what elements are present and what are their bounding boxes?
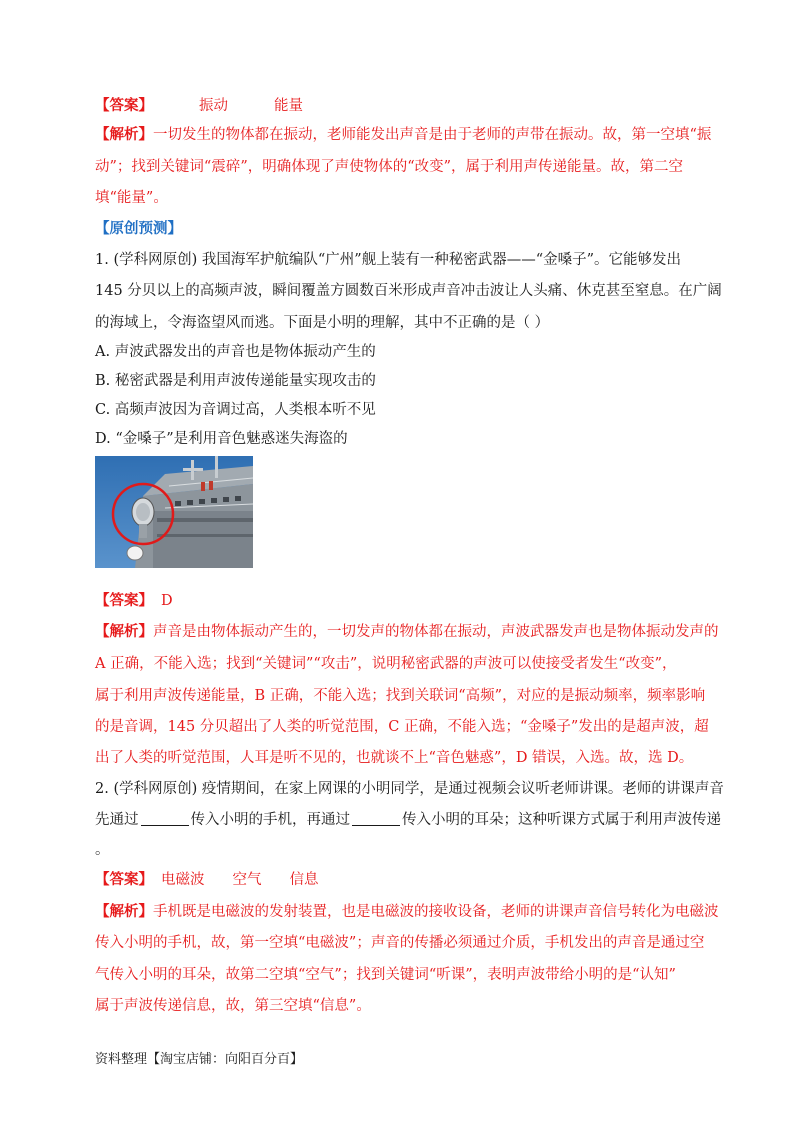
option-b: B. 秘密武器是利用声波传递能量实现攻击的 [95, 373, 376, 389]
analysis-line: 属于利用声波传递能量，B 正确，不能入选；找到关联词“高频”，对应的是振动频率，频率影响 [95, 688, 706, 704]
warship-illustration [95, 456, 253, 568]
question-line: 1. (学科网原创) 我国海军护航编队“广州”舰上装有一种秘密武器——“金嗓子”。它能够发出 [95, 252, 682, 268]
analysis-line: 属于声波传递信息，故，第三空填“信息”。 [95, 998, 371, 1014]
answer-line-1 [95, 96, 303, 116]
analysis-line: 出了人类的听觉范围，人耳是听不见的，也就谈不上“音色魅惑”，D 错误，入选。故，选 D。 [95, 750, 694, 766]
answer-blank [141, 811, 189, 826]
analysis-line: 的是音调，145 分贝超出了人类的听觉范围，C 正确，不能入选；“金嗓子”发出的是超声波，超 [95, 719, 709, 735]
question-line: 145 分贝以上的高频声波，瞬间覆盖方圆数百米形成声音冲击波让人头痛、休克甚至窒息。在广阔 [95, 283, 722, 299]
question-line: 的海域上，令海盗望风而逃。下面是小明的理解，其中不正确的是（ ） [95, 315, 550, 331]
section-title: 【原创预测】 [95, 220, 182, 237]
answer-blank [352, 811, 400, 826]
page-footer: 资料整理【淘宝店铺：向阳百分百】 [95, 1052, 304, 1067]
answer-blank-3: 信息 [289, 872, 319, 888]
analysis-label: 【解析】 [95, 623, 153, 640]
analysis-line: 填“能量”。 [95, 190, 168, 206]
answer-line-2 [95, 591, 173, 611]
question-line: 先通过 传入小明的手机，再通过 传入小明的耳朵；这种听课方式属于利用声波传递 [95, 812, 721, 828]
answer-label: 【答案】 [95, 97, 153, 114]
answer-label: 【答案】 [95, 592, 153, 609]
answer-blank-1: 电磁波 [161, 872, 205, 888]
question-line: 2. (学科网原创) 疫情期间，在家上网课的小明同学，是通过视频会议听老师讲课。老师的讲课声音 [95, 781, 724, 797]
analysis-line: 【解析】一切发生的物体都在振动，老师能发出声音是由于老师的声带在振动。故，第一空填“振 [95, 126, 712, 143]
analysis-line: 传入小明的手机，故，第一空填“电磁波”；声音的传播必须通过介质，手机发出的声音是通过空 [95, 935, 705, 951]
analysis-line: 气传入小明的耳朵，故第二空填“空气”；找到关键词“听课”，表明声波带给小明的是“认知” [95, 967, 676, 983]
analysis-line: A 正确，不能入选；找到“关键词”“攻击”，说明秘密武器的声波可以使接受者发生“改变”， [95, 656, 677, 672]
option-c: C. 高频声波因为音调过高，人类根本听不见 [95, 402, 376, 418]
analysis-line: 动”；找到关键词“震碎”，明确体现了声使物体的“改变”，属于利用声传递能量。故，第二空 [95, 159, 684, 175]
analysis-line: 【解析】手机既是电磁波的发射装置，也是电磁波的接收设备，老师的讲课声音信号转化为电磁波 [95, 903, 719, 920]
answer-blank-2: 能量 [274, 98, 303, 114]
analysis-label: 【解析】 [95, 126, 153, 143]
answer-line-3 [95, 870, 319, 890]
option-d: D. “金嗓子”是利用音色魅惑迷失海盗的 [95, 431, 348, 447]
warship-photo [95, 456, 253, 568]
answer-blank-1: 振动 [199, 98, 228, 114]
question-line: 。 [95, 842, 110, 858]
answer-value: D [161, 593, 173, 609]
answer-blank-2: 空气 [232, 872, 262, 888]
answer-label: 【答案】 [95, 871, 153, 888]
analysis-label: 【解析】 [95, 903, 153, 920]
option-a: A. 声波武器发出的声音也是物体振动产生的 [95, 344, 376, 360]
analysis-line: 【解析】声音是由物体振动产生的，一切发声的物体都在振动，声波武器发声也是物体振动发声的 [95, 623, 719, 640]
